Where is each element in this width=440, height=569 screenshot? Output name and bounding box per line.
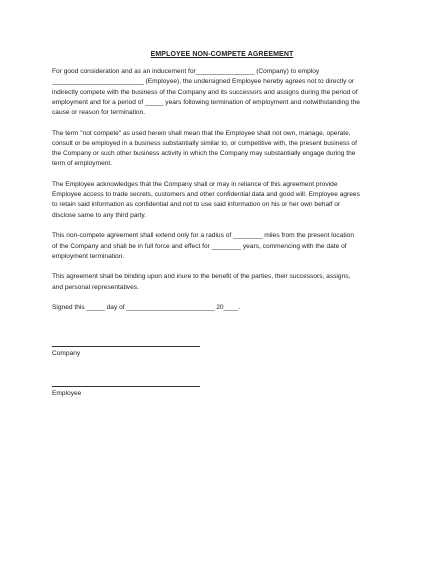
employee-signature-label: Employee [52,390,82,397]
paragraph-binding: This agreement shall be binding upon and inure to the benefit of the parties, their successors, assigns, and personal representatives. [52,273,351,291]
company-signature-label: Company [52,350,81,357]
company-signature-line [52,346,200,347]
company-signature-block [52,346,202,357]
employee-signature-line [52,386,200,387]
signed-date-line: Signed this _____ day of ________________________ 20____. [52,304,241,312]
paragraph-radius: This non-compete agreement shall extend only for a radius of ________ miles from the present location of the Company and shall be in full force and effect for ________ years, commencing with the date of employment termination. [52,232,355,260]
paragraph-not-compete-definition: The term "not compete" as used herein shall mean that the Employee shall not own, manage, operate, consult or be employed in a business substantially similar to, or competitive with, the present business of the Company or such other business activity in which the Company may substantially engage during the term of employment. [52,129,357,168]
employee-signature-block [52,386,202,397]
paragraph-confidentiality: The Employee acknowledges that the Company shall or may in reliance of this agreement provide Employee access to trade secrets, customers and other confidential data and good will. Employee agrees to retain said information as confidential and not to use said information on his or her own behalf or disclose same to any third party. [52,181,360,219]
agreement-document [52,50,392,314]
paragraph-consideration: For good consideration and as an inducement for________________ (Company) to employ _________________________ (Employee), the undersigned Employee hereby agrees not to directly or indirectly compete with the business of the Company and its successors and assigns during the period of employment and for a period of _____ years following termination of employment and notwithstanding the cause or reason for termination. [52,68,360,117]
document-title: EMPLOYEE NON-COMPETE AGREEMENT [150,51,294,58]
